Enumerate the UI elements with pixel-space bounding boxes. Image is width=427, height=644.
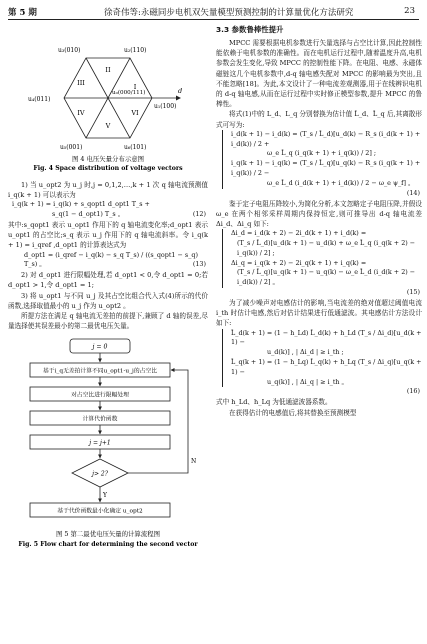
flow-decision-text: j> 2?: [92, 470, 108, 478]
fig5-caption-en: Fig. 5 Flow chart for determining the second vector: [18, 541, 198, 549]
spoke-u5: [86, 98, 108, 138]
equation-15-b-line1: Δi_q = i_q(k + 2) − 2i_q(k + 1) + i_q(k) =: [231, 258, 367, 267]
voltage-vector-hexagon: [8, 22, 208, 172]
equation-15-number: (15): [406, 288, 420, 296]
flow-yes-label: Y: [103, 492, 107, 500]
equation-16-b-line2: u_q(k)] , | Δi_q | ≥ i_th 。: [267, 377, 348, 386]
vector-label-u3: u₃(010): [58, 47, 81, 54]
equation-12-number: (12): [192, 210, 206, 219]
equation-16-a-line2: u_d(k)] , | Δi_d | ≥ i_th ;: [267, 348, 344, 357]
equation-14-a-line2: ω_e L̂_q (i_q(k + 1) + i_q(k)) / 2] ;: [267, 149, 377, 158]
paragraph-definitions: 其中:s_qopt1 表示 u_opt1 作用下的 q 轴电流变化率;d_opt1 表示 u_opt1 的占空比;s_q 表示 u_j 作用下的 q 轴电流斜率。令 i_q(k + 1) = i_qref ,d_opt1 的计算表达式为: [8, 221, 208, 250]
paragraph-filter-coefficients: 式中 h_Ld、h_Lq 为低通滤波器系数。: [216, 398, 332, 407]
vector-label-u5: u₅(001): [60, 144, 83, 151]
paragraph-method-summary: 所提方法在满足 q 轴电流无差拍的前提下,兼顾了 d 轴的误差,尽量选择使其误差最小的第二最优电压矢量。: [8, 312, 208, 331]
equation-16-a-line1: L̂_d(k + 1) = (1 − h_Ld) L̂_d(k) + h_Ld (T_s / Δi_d)[u_d(k + 1) −: [231, 328, 422, 347]
vector-label-u6: u₆(101): [124, 144, 147, 151]
d-axis-arrow: [176, 96, 181, 101]
equation-13-number: (13): [192, 260, 206, 269]
sector-label-6: VI: [131, 109, 139, 117]
vector-label-u1: u₁(100): [154, 103, 177, 110]
sector-label-2: II: [105, 66, 111, 74]
equation-14-number: (14): [406, 188, 420, 197]
sector-label-1: I: [133, 83, 137, 91]
d-axis-label: d: [178, 87, 183, 95]
paragraph-substitution: 将式(1)中的 L_d、L_q 分别替换为估计值 L̂_d、L̂_q 后,其离散形式可写为:: [216, 110, 422, 129]
section-heading-3-3: 3.3 参数鲁棒性提升: [216, 25, 284, 34]
equation-16-number: (16): [406, 387, 420, 396]
page-header: [8, 5, 419, 20]
equation-15-a-line2: (T_s / L̂_d)[u_d(k + 1) − u_d(k) + ω_e L̂_q (i_q(k + 2) − i_q(k)) / 2] ;: [237, 239, 416, 257]
fig4-caption-zh: 图 4 电压矢量分布示意图: [71, 155, 145, 163]
flow-no-label: N: [191, 458, 197, 466]
equation-14-block: [222, 130, 422, 189]
sector-label-4: IV: [77, 109, 85, 117]
equation-15-a-line1: Δi_d = i_d(k + 2) − 2i_d(k + 1) + i_d(k) =: [231, 229, 367, 238]
paragraph-robustness-intro: MPCC 需要根据电机参数进行矢量选择与占空比计算,因此控制性能依赖于电机参数的准确性。而在电机运行过程中,随着温度升高,电机参数会发生变化,导致 MPCC 的控制性能下降。在电阻、电感、永磁体磁链这几个电机参数中,d-q 轴电感失配对 MPCC 的影响最为突出,且不能忽略[18]。为此,本文设计了一种电流差观测器,用于在线辨识电机的 d-q 轴电感,从而在运行过程中实时修正模型参数,提升 MPCC 的鲁棒性。: [216, 39, 422, 109]
vector-label-u4: u₄(011): [28, 96, 51, 103]
sector-label-3: III: [77, 79, 85, 87]
page-number: 23: [404, 6, 415, 16]
equation-12-line2: s_q(1 − d_opt1) T_s 。 (12): [52, 210, 206, 219]
right-column: [216, 22, 422, 418]
paragraph-current-difference: 鉴于定子电阻压降较小,为简化分析,本文忽略定子电阻压降,并假设 ω_e 在两个相邻采样周期内保持恒定,则可推导出 d-q 轴电流差 Δi_d、Δi_q 如下:: [216, 199, 422, 229]
spoke-u3: [86, 58, 108, 98]
flow-box-increment-text: j = j+1: [89, 439, 111, 447]
paragraph-step2: 2) 对 d_opt1 进行限幅处理,若 d_opt1 < 0,令 d_opt1 = 0;若 d_opt1 > 1,令 d_opt1 = 1;: [8, 271, 208, 290]
equation-14-a-line1: i_d(k + 1) − i_d(k) = (T_s / L̂_d)[u_d(k) − R_s (i_d(k + 1) + i_d(k)) / 2 +: [231, 129, 421, 148]
flow-box-select-text: 基于代价函数最小化确定 u_opt2: [57, 508, 143, 515]
spoke-u6: [108, 98, 130, 138]
fig4-caption-en: Fig. 4 Space distribution of voltage vectors: [33, 165, 183, 172]
fig5-caption-zh: 图 5 第二最优电压矢量的计算流程图: [56, 530, 160, 539]
equation-14-b-line2: ω_e L̂_d (i_d(k + 1) + i_d(k)) / 2 − ω_e ψ_f] 。: [267, 178, 415, 187]
left-column: [8, 22, 208, 561]
sector-label-5: V: [105, 122, 111, 130]
equation-13: d_opt1 = (i_qref − i_q(k) − s_q T_s) / ((s_qopt1 − s_q) T_s) 。 (13): [24, 250, 206, 269]
flow-box-cost-text: 计算代价函数: [82, 416, 118, 423]
paragraph-inductance-estimation: 为了减少噪声对电感估计的影响,当电流差的绝对值超过阈值电流 i_th 时估计电感,然后对估计结果进行低通滤波。其电感估计方法设计如下:: [216, 299, 422, 328]
equation-15-block: [222, 229, 422, 288]
running-title: 徐奇伟等:永磁同步电机双矢量模型预测控制的计算量优化方法研究: [104, 8, 354, 18]
flow-box-limit-text: 对占空比进行限幅处理: [71, 392, 129, 399]
paragraph-step3: 3) 将 u_opt1 与不同 u_j 及其占空比组合代入式(4)所示的代价函数,选择取值最小的 u_j 作为 u_opt2 。: [8, 291, 208, 310]
paragraph-model-update: 在获得估计的电感值后,将其替换至预测模型: [229, 408, 357, 417]
equation-14-b-line1: i_q(k + 1) − i_q(k) = (T_s / L̂_q)[u_q(k) − R_s (i_q(k + 1) + i_q(k)) / 2 −: [231, 159, 421, 178]
vector-label-u2: u₂(110): [124, 47, 147, 54]
equation-12-line1: i_q(k + 1) = i_q(k) + s_qopt1 d_opt1 T_s +: [12, 200, 150, 209]
equation-15-b-line2: (T_s / L̂_q)[u_q(k + 1) − u_q(k) − ω_e L̂_d (i_d(k + 2) − i_d(k)) / 2] 。: [237, 268, 416, 287]
paragraph-step1: 1) 当 u_opt2 为 u_j 时,j = 0,1,2,…,k + 1 次 q 轴电流预测值 i_q(k + 1) 可以表示为: [8, 181, 208, 200]
flow-start-text: j = 0: [92, 343, 108, 351]
vector-label-u0: u₀(000/111): [112, 90, 146, 96]
flowchart-second-vector: [8, 335, 208, 557]
equation-16-block: [222, 329, 422, 388]
flow-box-duty-calc-text: 基于i_q无差拍计算不同u_opt1-u_j的占空比: [42, 368, 158, 375]
equation-16-b-line1: L̂_q(k + 1) = (1 − h_Lq) L̂_q(k) + h_Lq (T_s / Δi_q)[u_q(k + 1) −: [231, 358, 422, 376]
issue-number: 第 5 期: [8, 8, 37, 18]
